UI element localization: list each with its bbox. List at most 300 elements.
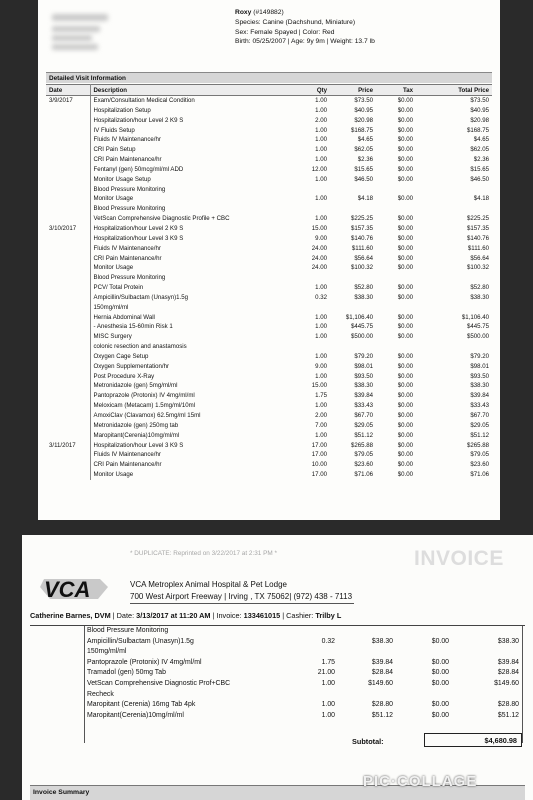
row-price: $149.60 xyxy=(368,679,393,687)
row-description: Metronidazole (gen) 250mg tab xyxy=(93,421,179,429)
row-qty xyxy=(292,690,338,701)
visit-items-table xyxy=(46,84,492,480)
doctor-name: Catherine Barnes, DVM xyxy=(30,611,111,620)
row-date xyxy=(46,126,90,136)
row-price xyxy=(338,647,396,658)
row-tax: $0.00 xyxy=(397,195,413,203)
row-description: Maropitant (Cerenia) 16mg Tab 4pk xyxy=(87,701,196,709)
row-description: 150mg/ml/ml xyxy=(93,303,129,311)
row-price xyxy=(338,690,396,701)
row-qty: 0.32 xyxy=(321,637,335,645)
row-qty: 1.00 xyxy=(315,431,327,439)
row-total: $38.30 xyxy=(497,637,519,645)
row-tax: $0.00 xyxy=(431,711,449,719)
row-date xyxy=(46,194,90,204)
logo-text: VCA xyxy=(44,577,91,602)
row-description: Blood Pressure Monitoring xyxy=(87,627,169,634)
row-tax: $0.00 xyxy=(397,451,413,459)
row-description: CRI Pain Setup xyxy=(93,146,136,154)
row-total: $445.75 xyxy=(466,323,489,331)
row-tax: $0.00 xyxy=(397,264,413,272)
row-total: $93.50 xyxy=(470,372,489,380)
date-label: Date: xyxy=(116,611,135,620)
row-date xyxy=(46,391,90,401)
redacted-owner-address-2 xyxy=(52,35,92,41)
row-qty: 9.00 xyxy=(315,362,327,370)
row-total: $56.64 xyxy=(470,254,489,262)
row-date xyxy=(46,352,90,362)
row-tax: $0.00 xyxy=(397,461,413,469)
row-date xyxy=(46,185,90,195)
table-row xyxy=(46,283,492,293)
row-total: $225.25 xyxy=(466,215,489,223)
table-row xyxy=(46,313,492,323)
row-date xyxy=(46,381,90,391)
row-price: $157.35 xyxy=(350,224,373,232)
row-price: $38.30 xyxy=(354,382,373,390)
row-total: $2.36 xyxy=(473,156,489,164)
table-row xyxy=(46,254,492,264)
row-tax xyxy=(376,185,416,195)
invoice-watermark: INVOICE xyxy=(414,547,504,570)
row-tax: $0.00 xyxy=(397,175,413,183)
row-total xyxy=(452,690,522,701)
row-total: $98.01 xyxy=(470,362,489,370)
table-row xyxy=(46,441,492,451)
row-total: $168.75 xyxy=(466,126,489,134)
row-date: 3/10/2017 xyxy=(46,224,90,234)
row-tax: $0.00 xyxy=(397,431,413,439)
row-tax: $0.00 xyxy=(397,362,413,370)
row-total: $29.05 xyxy=(470,421,489,429)
row-price: $111.60 xyxy=(351,244,373,252)
row-description: PCV/ Total Protein xyxy=(93,284,144,292)
row-description: Meloxicam (Metacam) 1.5mg/ml/10ml xyxy=(93,402,196,410)
vca-logo xyxy=(36,573,126,603)
row-total: $73.50 xyxy=(470,97,489,104)
row-tax: $0.00 xyxy=(397,293,413,301)
row-date: 3/9/2017 xyxy=(46,96,90,106)
redacted-owner-address-1 xyxy=(52,26,100,32)
row-date xyxy=(46,214,90,224)
table-row xyxy=(46,106,492,116)
table-row xyxy=(46,116,492,126)
row-tax: $0.00 xyxy=(397,323,413,331)
row-description: Hospitalization/hour Level 2 K9 S xyxy=(93,116,184,124)
row-qty: 1.00 xyxy=(315,106,327,114)
table-row xyxy=(46,214,492,224)
redacted-owner-phone xyxy=(52,44,98,50)
row-description: Monitor Usage xyxy=(93,264,134,272)
row-description: Exam/Consultation Medical Condition xyxy=(93,97,195,104)
row-tax: $0.00 xyxy=(397,136,413,144)
row-tax: $0.00 xyxy=(397,392,413,400)
invoice2-items-body xyxy=(84,626,522,721)
table-row xyxy=(46,431,492,441)
row-date xyxy=(46,401,90,411)
row-price xyxy=(330,185,376,195)
row-tax: $0.00 xyxy=(397,313,413,321)
row-date xyxy=(46,322,90,332)
invoice-date: 3/13/2017 at 11:20 AM xyxy=(136,611,211,620)
row-description: Blood Pressure Monitoring xyxy=(93,185,166,193)
row-description: Tramadol (gen) 50mg Tab xyxy=(87,669,166,677)
row-price: $51.12 xyxy=(371,711,393,719)
row-qty: 1.00 xyxy=(315,146,327,154)
row-qty: 1.00 xyxy=(315,284,327,292)
row-tax: $0.00 xyxy=(431,658,449,666)
row-tax: $0.00 xyxy=(397,116,413,124)
row-description: Pantoprazole (Protonix) IV 4mg/ml/ml xyxy=(93,392,195,400)
row-qty: 1.00 xyxy=(315,333,327,341)
table-row xyxy=(84,679,522,690)
table-row xyxy=(46,322,492,332)
row-date xyxy=(46,303,90,313)
table-row xyxy=(84,668,522,679)
row-price: $4.18 xyxy=(357,195,373,203)
row-price xyxy=(330,303,376,313)
row-price: $4.65 xyxy=(357,136,373,144)
cashier-label: Cashier: xyxy=(286,611,314,620)
row-date xyxy=(46,431,90,441)
table-row xyxy=(46,411,492,421)
row-description: Hernia Abdominal Wall xyxy=(93,313,155,321)
table-row xyxy=(46,175,492,185)
table-row xyxy=(84,711,522,722)
row-description: Blood Pressure Monitoring xyxy=(93,205,166,213)
row-price: $52.80 xyxy=(354,284,373,292)
row-total: $20.98 xyxy=(470,116,489,124)
row-total: $46.50 xyxy=(470,175,489,183)
row-total: $157.35 xyxy=(466,224,489,232)
row-price: $33.43 xyxy=(354,402,373,410)
row-total: $62.05 xyxy=(470,146,489,154)
table-row xyxy=(46,185,492,195)
patient-name: Roxy xyxy=(235,9,252,16)
row-tax: $0.00 xyxy=(397,284,413,292)
row-date xyxy=(46,342,90,352)
row-total: $67.70 xyxy=(470,412,489,419)
row-tax: $0.00 xyxy=(397,215,413,223)
row-tax: $0.00 xyxy=(431,701,449,709)
row-description: Ampicillin/Sulbactam (Unasyn)1.5g xyxy=(93,293,188,301)
row-price: $100.32 xyxy=(350,264,373,272)
row-qty: 1.00 xyxy=(315,323,327,331)
row-price: $71.06 xyxy=(354,471,373,479)
table-row xyxy=(84,647,522,658)
row-total: $33.43 xyxy=(470,402,489,410)
row-price: $29.05 xyxy=(354,421,373,429)
table-row xyxy=(84,700,522,711)
row-tax xyxy=(376,303,416,313)
table-row xyxy=(46,421,492,431)
row-description: Hospitalization/hour Level 3 K9 S xyxy=(93,234,184,242)
row-price: $168.75 xyxy=(350,126,373,134)
row-price: $39.84 xyxy=(371,658,393,666)
row-qty: 1.00 xyxy=(315,175,327,183)
row-qty: 7.00 xyxy=(315,421,327,429)
row-total: $71.06 xyxy=(470,471,489,479)
table-row xyxy=(46,224,492,234)
row-price: $20.98 xyxy=(354,116,373,124)
row-price: $79.05 xyxy=(354,451,373,459)
row-total: $40.95 xyxy=(470,106,489,114)
row-price: $40.95 xyxy=(354,106,373,114)
row-tax xyxy=(376,204,416,214)
col-qty: Qty xyxy=(298,85,330,96)
table-row xyxy=(46,303,492,313)
table-row xyxy=(46,342,492,352)
invoice-label: Invoice: xyxy=(216,611,242,620)
row-date xyxy=(46,263,90,273)
table-row xyxy=(46,372,492,382)
row-date xyxy=(46,155,90,165)
row-qty xyxy=(298,303,330,313)
row-description: Post Procedure X-Ray xyxy=(93,372,155,380)
row-total: $15.65 xyxy=(470,165,489,173)
subtotal-label: Subtotal: xyxy=(352,737,384,746)
table-row xyxy=(46,391,492,401)
row-qty: 1.75 xyxy=(321,658,335,666)
row-tax: $0.00 xyxy=(397,421,413,429)
row-tax: $0.00 xyxy=(397,352,413,360)
table-row xyxy=(46,293,492,303)
table-row xyxy=(84,690,522,701)
row-price xyxy=(330,342,376,352)
hospital-block xyxy=(130,579,354,604)
row-tax: $0.00 xyxy=(397,471,413,479)
table-row xyxy=(46,362,492,372)
row-tax: $0.00 xyxy=(397,106,413,114)
row-price: $62.05 xyxy=(354,146,373,154)
row-description: IV Fluids Setup xyxy=(93,126,135,134)
row-date xyxy=(46,175,90,185)
hospital-name: VCA Metroplex Animal Hospital & Pet Lodge xyxy=(130,580,287,589)
table-row xyxy=(46,155,492,165)
row-price: $67.70 xyxy=(354,412,373,419)
row-qty: 1.00 xyxy=(321,711,335,719)
row-qty xyxy=(298,273,330,283)
row-date xyxy=(46,421,90,431)
table-row xyxy=(46,244,492,254)
row-price: $39.84 xyxy=(354,392,373,400)
row-total: $4.65 xyxy=(473,136,489,144)
table-row xyxy=(46,381,492,391)
row-total: $79.05 xyxy=(470,451,489,459)
row-date xyxy=(46,273,90,283)
row-qty xyxy=(292,626,338,637)
row-description: Oxygen Cage Setup xyxy=(93,352,149,360)
row-date xyxy=(46,450,90,460)
row-qty: 17.00 xyxy=(311,451,327,459)
row-price: $28.84 xyxy=(371,669,393,677)
duplicate-reprint-note: * DUPLICATE: Reprinted on 3/22/2017 at 2:31 PM * xyxy=(130,550,277,557)
row-total: $79.20 xyxy=(470,352,489,360)
invoice2-items-table xyxy=(84,626,522,721)
row-date xyxy=(46,165,90,175)
row-qty: 9.00 xyxy=(315,234,327,242)
row-tax: $0.00 xyxy=(431,679,449,687)
row-tax: $0.00 xyxy=(431,669,449,677)
row-qty: 21.00 xyxy=(317,669,335,677)
patient-species: Species: Canine (Dachshund, Miniature) xyxy=(235,18,356,26)
row-qty: 1.00 xyxy=(315,136,327,144)
row-tax: $0.00 xyxy=(397,412,413,419)
row-description: - Anesthesia 15-60min Risk 1 xyxy=(93,323,173,331)
row-qty: 24.00 xyxy=(311,254,327,262)
row-price: $93.50 xyxy=(354,372,373,380)
invoice-page-top xyxy=(38,0,500,520)
row-description: Maropitant(Cerenia)10mg/ml/ml xyxy=(93,431,180,439)
hospital-address: 700 West Airport Freeway | Irving , TX 75062| (972) 438 - 7113 xyxy=(130,591,354,604)
row-qty: 1.00 xyxy=(315,156,327,164)
row-description: VetScan Comprehensive Diagnostic Prof+CBC xyxy=(87,679,231,687)
row-price: $38.30 xyxy=(354,293,373,301)
col-description: Description xyxy=(90,85,298,96)
row-total xyxy=(452,626,522,637)
table-row xyxy=(46,273,492,283)
table-row xyxy=(84,658,522,669)
table-row xyxy=(46,234,492,244)
row-qty: 17.00 xyxy=(311,471,327,479)
row-price: $28.80 xyxy=(371,701,393,709)
row-qty: 10.00 xyxy=(311,461,327,469)
row-price xyxy=(330,273,376,283)
row-price: $73.50 xyxy=(354,97,373,104)
row-price: $140.76 xyxy=(350,234,373,242)
row-description: Maropitant(Cerenia)10mg/ml/ml xyxy=(87,711,184,719)
invoice-info-line: Catherine Barnes, DVM | Date: 3/13/2017 at 11:20 AM | Invoice: 133461015 | Cashier: Trilby L xyxy=(30,611,342,620)
row-description: Monitor Usage Setup xyxy=(93,175,151,183)
row-total xyxy=(452,647,522,658)
row-qty: 1.00 xyxy=(315,352,327,360)
row-total: $51.12 xyxy=(470,431,489,439)
visit-items-body xyxy=(46,96,492,480)
col-tax: Tax xyxy=(376,85,416,96)
row-qty: 1.00 xyxy=(321,701,335,709)
row-tax: $0.00 xyxy=(397,372,413,380)
row-price: $79.20 xyxy=(354,352,373,360)
row-description: 150mg/ml/ml xyxy=(87,648,127,656)
row-tax: $0.00 xyxy=(397,224,413,232)
row-qty: 2.00 xyxy=(315,116,327,124)
row-description: AmoxiClav (Clavamox) 62.5mg/ml 15ml xyxy=(93,412,201,419)
row-total: $111.60 xyxy=(467,244,489,252)
row-description: Ampicillin/Sulbactam (Unasyn)1.5g xyxy=(87,637,194,645)
row-qty: 24.00 xyxy=(311,264,327,272)
table-row xyxy=(46,332,492,342)
row-tax: $0.00 xyxy=(397,126,413,134)
row-description: Hospitalization Setup xyxy=(93,106,151,114)
row-total: $28.84 xyxy=(497,669,519,677)
table-row xyxy=(84,637,522,648)
row-tax: $0.00 xyxy=(397,234,413,242)
row-date xyxy=(46,411,90,421)
row-total: $38.30 xyxy=(470,293,489,301)
table-row xyxy=(46,401,492,411)
row-tax: $0.00 xyxy=(397,254,413,262)
row-description: Recheck xyxy=(87,690,114,698)
row-tax: $0.00 xyxy=(397,333,413,341)
row-price: $2.36 xyxy=(357,156,373,164)
row-price xyxy=(338,626,396,637)
row-total: $100.32 xyxy=(466,264,489,272)
row-qty: 15.00 xyxy=(311,224,327,232)
row-qty: 1.00 xyxy=(315,372,327,380)
table-row xyxy=(46,352,492,362)
row-qty: 1.00 xyxy=(315,215,327,223)
row-tax xyxy=(396,647,452,658)
row-date xyxy=(46,204,90,214)
patient-sex-color: Sex: Female Spayed | Color: Red xyxy=(235,28,335,36)
row-qty xyxy=(298,185,330,195)
row-description: Hospitalization/hour Level 2 K9 S xyxy=(93,224,184,232)
row-tax: $0.00 xyxy=(397,146,413,154)
piccollage-watermark: PIC·COLLAGE xyxy=(363,773,478,790)
row-price xyxy=(330,204,376,214)
row-qty: 1.00 xyxy=(315,126,327,134)
row-total: $52.80 xyxy=(470,284,489,292)
row-qty: 2.00 xyxy=(315,412,327,419)
invoice-page-bottom xyxy=(22,535,533,800)
row-total: $39.84 xyxy=(470,392,489,400)
row-price: $445.75 xyxy=(350,323,373,331)
row-price: $500.00 xyxy=(350,333,373,341)
row-total: $500.00 xyxy=(466,333,489,341)
row-total: $39.84 xyxy=(497,658,519,666)
table-row xyxy=(46,126,492,136)
row-qty: 1.00 xyxy=(315,402,327,410)
row-total xyxy=(416,185,492,195)
row-total: $265.88 xyxy=(466,441,489,449)
row-qty xyxy=(298,204,330,214)
row-qty xyxy=(292,647,338,658)
row-total: $38.30 xyxy=(470,382,489,390)
row-tax: $0.00 xyxy=(397,382,413,390)
table-row xyxy=(46,194,492,204)
col-price: Price xyxy=(330,85,376,96)
row-total: $28.80 xyxy=(497,701,519,709)
row-date: 3/11/2017 xyxy=(46,441,90,451)
row-tax xyxy=(396,690,452,701)
invoice-summary-header: Invoice Summary xyxy=(30,785,525,800)
table-header-row xyxy=(46,85,492,96)
cashier-name: Trilby L xyxy=(315,611,342,620)
row-date xyxy=(46,362,90,372)
row-date xyxy=(46,254,90,264)
row-qty: 12.00 xyxy=(311,165,327,173)
row-tax: $0.00 xyxy=(431,637,449,645)
row-tax xyxy=(376,273,416,283)
row-date xyxy=(46,332,90,342)
row-description: CRI Pain Maintenance/hr xyxy=(93,254,162,262)
row-price: $15.65 xyxy=(354,165,373,173)
row-price: $98.01 xyxy=(354,362,373,370)
row-description: VetScan Comprehensive Diagnostic Profile + CBC xyxy=(93,215,230,223)
row-qty: 1.00 xyxy=(315,97,327,104)
row-date xyxy=(46,106,90,116)
row-price: $265.88 xyxy=(350,441,373,449)
row-description: Fluids IV Maintenance/hr xyxy=(93,136,161,144)
row-description: colonic resection and anastamosis xyxy=(93,343,187,351)
row-tax: $0.00 xyxy=(397,402,413,410)
row-total: $149.60 xyxy=(494,679,519,687)
table-row xyxy=(46,145,492,155)
row-description: Pantoprazole (Protonix) IV 4mg/ml/ml xyxy=(87,658,202,666)
row-qty: 0.32 xyxy=(315,293,327,301)
row-total xyxy=(416,204,492,214)
row-description: Fluids IV Maintenance/hr xyxy=(93,451,161,459)
